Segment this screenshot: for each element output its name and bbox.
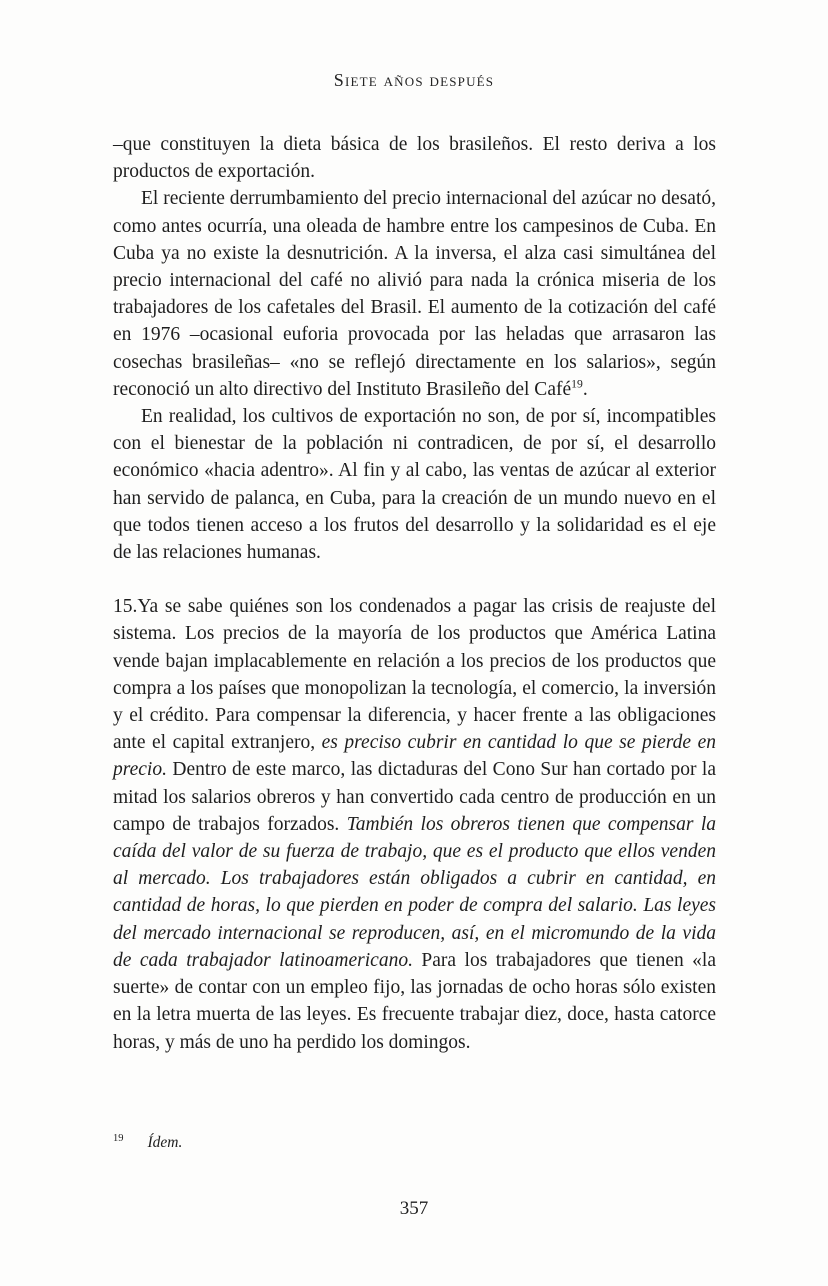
footnote <box>113 1133 716 1152</box>
page-number: 357 <box>399 1198 429 1219</box>
body-text <box>113 131 716 1056</box>
paragraph-section-15: 15.Ya se sabe quiénes son los condenados a pagar las crisis de reajuste del sistema. Los precios de la mayoría de los productos que América Latina vende bajan implacablemente en relación a los precios de los productos que compra a los países que monopolizan la tecnología, el comercio, la inversión y el crédito. Para compensar la diferencia, y hacer frente a las obligaciones ante el capital extranjero, es preciso cubrir en cantidad lo que se pierde en precio. Dentro de este marco, las dictaduras del Cono Sur han cortado por la mitad los salarios obreros y han convertido cada centro de producción en un campo de trabajos forzados. También los obreros tienen que compensar la caída del valor de su fuerza de trabajo, que es el producto que ellos venden al mercado. Los trabajadores están obligados a cubrir en cantidad, en cantidad de horas, lo que pierden en poder de compra del salario. Las leyes del mercado internacional se reproducen, así, en el micromundo de la vida de cada trabajador latinoamericano. Para los trabajadores que tienen «la suerte» de contar con un empleo fijo, las jornadas de ocho horas sólo existen en la letra muerta de las leyes. Es frecuente trabajar diez, doce, hasta catorce horas, y más de uno ha perdido los domingos. <box>113 596 716 1053</box>
footnote-marker: 19 <box>113 1133 124 1144</box>
paragraph-continuation: –que constituyen la dieta básica de los brasileños. El resto deriva a los productos de exportación. <box>113 134 716 183</box>
footnote-text: Ídem. <box>147 1134 183 1152</box>
paragraph: El reciente derrumbamiento del precio internacional del azúcar no desató, como antes ocurría, una oleada de hambre entre los campesinos de Cuba. En Cuba ya no existe la desnutrición. A la inversa, el alza casi simultánea del precio internacional del café no alivió para nada la crónica miseria de los trabajadores de los cafetales del Brasil. El aumento de la cotización del café en 1976 –ocasional euforia provocada por las heladas que arrasaron las cosechas brasileñas– «no se reflejó directamente en los salarios», según reconoció un alto directivo del Instituto Brasileño del Café$^{19}$. <box>113 188 716 400</box>
running-header: Siete años después <box>333 70 495 90</box>
paragraph: En realidad, los cultivos de exportación no son, de por sí, incompatibles con el bienestar de la población ni contradicen, de por sí, el desarrollo económico «hacia adentro». Al fin y al cabo, las ventas de azúcar al exterior han servido de palanca, en Cuba, para la creación de un mundo nuevo en el que todos tienen acceso a los frutos del desarrollo y la solidaridad es el eje de las relaciones humanas. <box>113 406 716 564</box>
